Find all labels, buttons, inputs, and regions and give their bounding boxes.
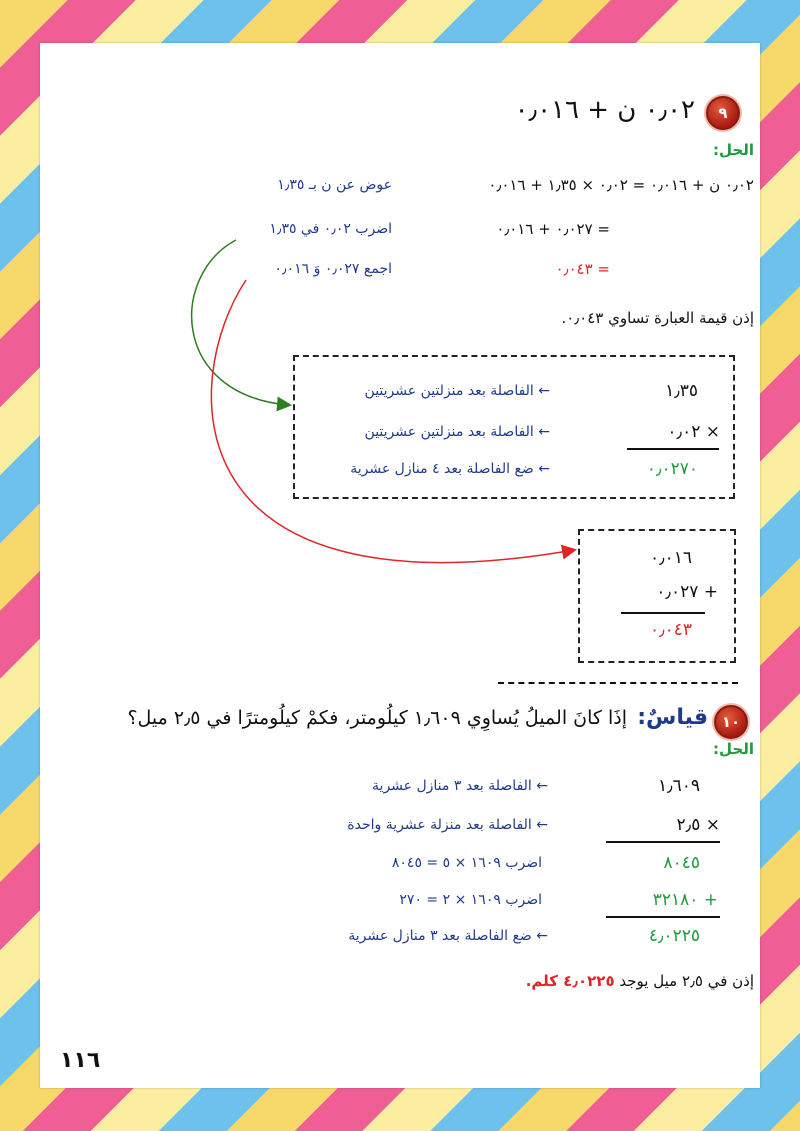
add-result-number: ٠٫٠٤٣ <box>649 620 692 640</box>
step1-equation: ٠٫٠٢ ن + ٠٫٠١٦ = ٠٫٠٢ × ١٫٣٥ + ٠٫٠١٦ <box>488 176 754 194</box>
mult-result-number: ٠٫٠٢٧٠ <box>646 459 698 479</box>
section-divider <box>498 682 738 684</box>
page-number: ١١٦ <box>60 1048 101 1073</box>
problem-9-conclusion: إذن قيمة العبارة تساوي ٠٫٠٤٣. <box>561 309 754 327</box>
problem-9-badge: ٩ <box>706 96 740 130</box>
p10-conclusion-prefix: إذن في ٢٫٥ ميل يوجد <box>619 972 754 990</box>
p10-row2-number: × ٢٫٥ <box>676 815 720 835</box>
p10-conclusion-value: ٤٫٠٢٢٥ كلم. <box>525 972 615 990</box>
problem-10-question: إذَا كانَ الميلُ يُساوِي ١٫٦٠٩ كيلُومتر، فكمْ كيلُومترًا في ٢٫٥ ميل؟ <box>127 707 627 729</box>
p10-row3-note: اضرب ١٦٠٩ × ٥ = ٨٠٤٥ <box>391 855 542 871</box>
step2-equation: = ٠٫٠٢٧ + ٠٫٠١٦ <box>496 220 610 238</box>
mult-row3-note: ← ضع الفاصلة بعد ٤ منازل عشرية <box>350 461 550 477</box>
p10-result-number: ٤٫٠٢٢٥ <box>648 926 700 946</box>
p10-row1-note: ← الفاصلة بعد ٣ منازل عشرية <box>372 778 548 794</box>
p10-row3-number: ٨٠٤٥ <box>663 853 700 873</box>
problem-9-solution-label: الحل: <box>713 141 754 159</box>
step3-equation: = ٠٫٠٤٣ <box>555 260 610 278</box>
problem-10-label: قياسٌ: <box>637 705 708 730</box>
p10-row5-note: ← ضع الفاصلة بعد ٣ منازل عشرية <box>348 928 548 944</box>
problem-9-expression: ٠٫٠٢ ن + ٠٫٠١٦ <box>514 95 695 125</box>
step3-note: اجمع ٠٫٠٢٧ وَ ٠٫٠١٦ <box>274 261 392 277</box>
mult-row2-number: × ٠٫٠٢ <box>667 422 720 442</box>
red-arrow <box>211 280 574 563</box>
step1-note: عوض عن ن بـ ١٫٣٥ <box>277 177 392 193</box>
p10-row1-number: ١٫٦٠٩ <box>657 776 700 796</box>
p10-rule1 <box>606 841 720 843</box>
add-row1-number: ٠٫٠١٦ <box>649 548 692 568</box>
problem-10-solution-label: الحل: <box>713 740 754 758</box>
green-arrow <box>192 240 289 405</box>
mult-row1-note: ← الفاصلة بعد منزلتين عشريتين <box>364 383 550 399</box>
step2-note: اضرب ٠٫٠٢ في ١٫٣٥ <box>269 221 392 237</box>
problem-10-conclusion <box>526 972 754 990</box>
p10-row4-number: + ٣٢١٨٠ <box>652 890 718 910</box>
p10-row2-note: ← الفاصلة بعد منزلة عشرية واحدة <box>347 817 548 833</box>
p10-row4-note: اضرب ١٦٠٩ × ٢ = ٢٧٠ <box>399 892 542 908</box>
add-row2-number: + ٠٫٠٢٧ <box>656 582 718 602</box>
problem-10-badge: ١٠ <box>714 705 748 739</box>
mult-row2-note: ← الفاصلة بعد منزلتين عشريتين <box>364 424 550 440</box>
p10-rule2 <box>606 916 720 918</box>
mult-row1-number: ١٫٣٥ <box>665 381 698 401</box>
